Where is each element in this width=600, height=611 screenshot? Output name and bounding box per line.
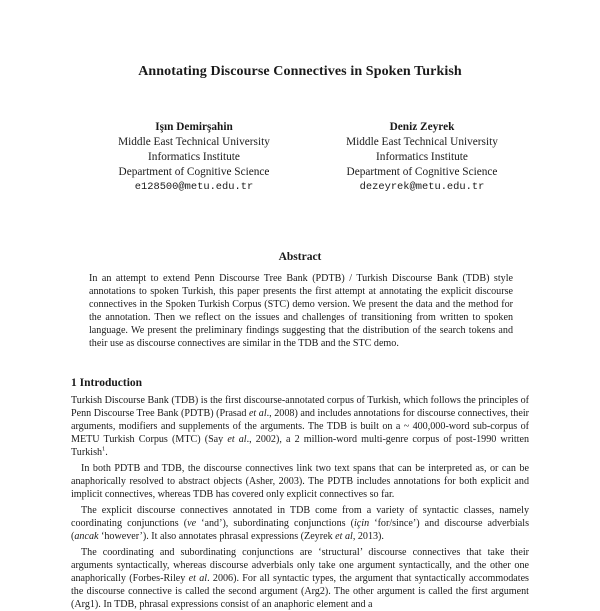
paragraph-2: In both PDTB and TDB, the discourse connectives link two text spans that can be interpreted as, or can be anaphorically resolved to abstract objects (Asher, 2003). The PDTB includes annotations for both explicit and implicit connectives, whereas TDB has covered only explicit connectives so far. xyxy=(71,463,529,500)
text-run: The explicit discourse connectives annotated in TDB come from a variety of syntactic classes, namely coordinating conjunctions ( xyxy=(71,505,529,529)
text-run: ‘for/since’) and discourse adverbials ( xyxy=(71,518,529,542)
text-run-italic: et al xyxy=(227,434,247,445)
author-affiliation: Middle East Technical University xyxy=(118,136,270,148)
text-run: . xyxy=(105,447,108,458)
text-run: ., 2008) and includes annotations for discourse connectives, their arguments, modifiers and supplements of the arguments. The TDB is built on a ~ 400,000-word sub-corpus of METU Turkish Corpus (MTC) (Say xyxy=(71,408,530,445)
text-run-italic: ancak xyxy=(74,531,99,542)
author-email: e128500@metu.edu.tr xyxy=(134,181,254,193)
text-run: ‘and’), subordinating conjunctions ( xyxy=(196,518,354,529)
text-run: . 2006). For all syntactic types, the argument that syntactically accommodates the discourse connective is called the second argument (Arg2). The other argument is called the first argument (Arg1). In TDB, phrasal expressions consist of an anaphoric element and a xyxy=(71,573,529,610)
footnote-mark: 1 xyxy=(102,445,106,453)
text-run: , 2013). xyxy=(352,531,384,542)
author-affiliation: Department of Cognitive Science xyxy=(118,166,270,178)
text-run-italic: et al xyxy=(248,408,267,419)
author-affiliation: Informatics Institute xyxy=(148,151,240,163)
paragraph-4 xyxy=(71,546,529,611)
text-run-italic: et al xyxy=(188,573,208,584)
section-heading-introduction: 1 Introduction xyxy=(71,377,143,389)
text-run-italic: ve xyxy=(187,518,197,529)
body-text xyxy=(71,394,529,611)
paragraph-1 xyxy=(71,394,529,459)
text-run: ., 2002), a 2 million-word multi-genre corpus of post-1990 written Turkish xyxy=(71,434,529,458)
author-name: Işın Demirşahin xyxy=(155,121,233,133)
author-block-2 xyxy=(316,120,528,195)
text-run-italic: için xyxy=(354,518,370,529)
paper-title: Annotating Discourse Connectives in Spoken Turkish xyxy=(138,64,462,79)
author-email: dezeyrek@metu.edu.tr xyxy=(359,181,485,193)
author-affiliation: Middle East Technical University xyxy=(346,136,498,148)
author-affiliation: Department of Cognitive Science xyxy=(346,166,498,178)
text-run: ‘however’). It also annotates phrasal expressions (Zeyrek xyxy=(98,531,336,542)
text-run-italic: et al xyxy=(335,531,353,542)
text-run: Turkish Discourse Bank (TDB) is the first discourse-annotated corpus of Turkish, which follows the principles of Penn Discourse Tree Bank (PDTB) (Prasad xyxy=(71,395,529,419)
author-block-1 xyxy=(86,120,302,195)
abstract-text: In an attempt to extend Penn Discourse Tree Bank (PDTB) / Turkish Discourse Bank (TDB) style annotations to spoken Turkish, this paper presents the first attempt at annotating the explicit discourse connectives in the Spoken Turkish Corpus (STC) demo version. We present the data and the method for the annotation. Then we reflect on the issues and challenges of transitioning from written to spoken language. We present the preliminary findings suggesting that the distribution of the search tokens and their use as discourse connectives are similar in the TDB and the STC demo. xyxy=(89,273,513,349)
author-affiliation: Informatics Institute xyxy=(376,151,468,163)
abstract-heading: Abstract xyxy=(278,251,322,263)
paragraph-3 xyxy=(71,504,529,543)
author-name: Deniz Zeyrek xyxy=(389,121,455,133)
text-run: The coordinating and subordinating conjunctions are ‘structural’ discourse connectives that take their arguments syntactically, whereas discourse adverbials only take one argument syntactically, and the other one anaphorically (Forbes-Riley xyxy=(71,547,529,584)
